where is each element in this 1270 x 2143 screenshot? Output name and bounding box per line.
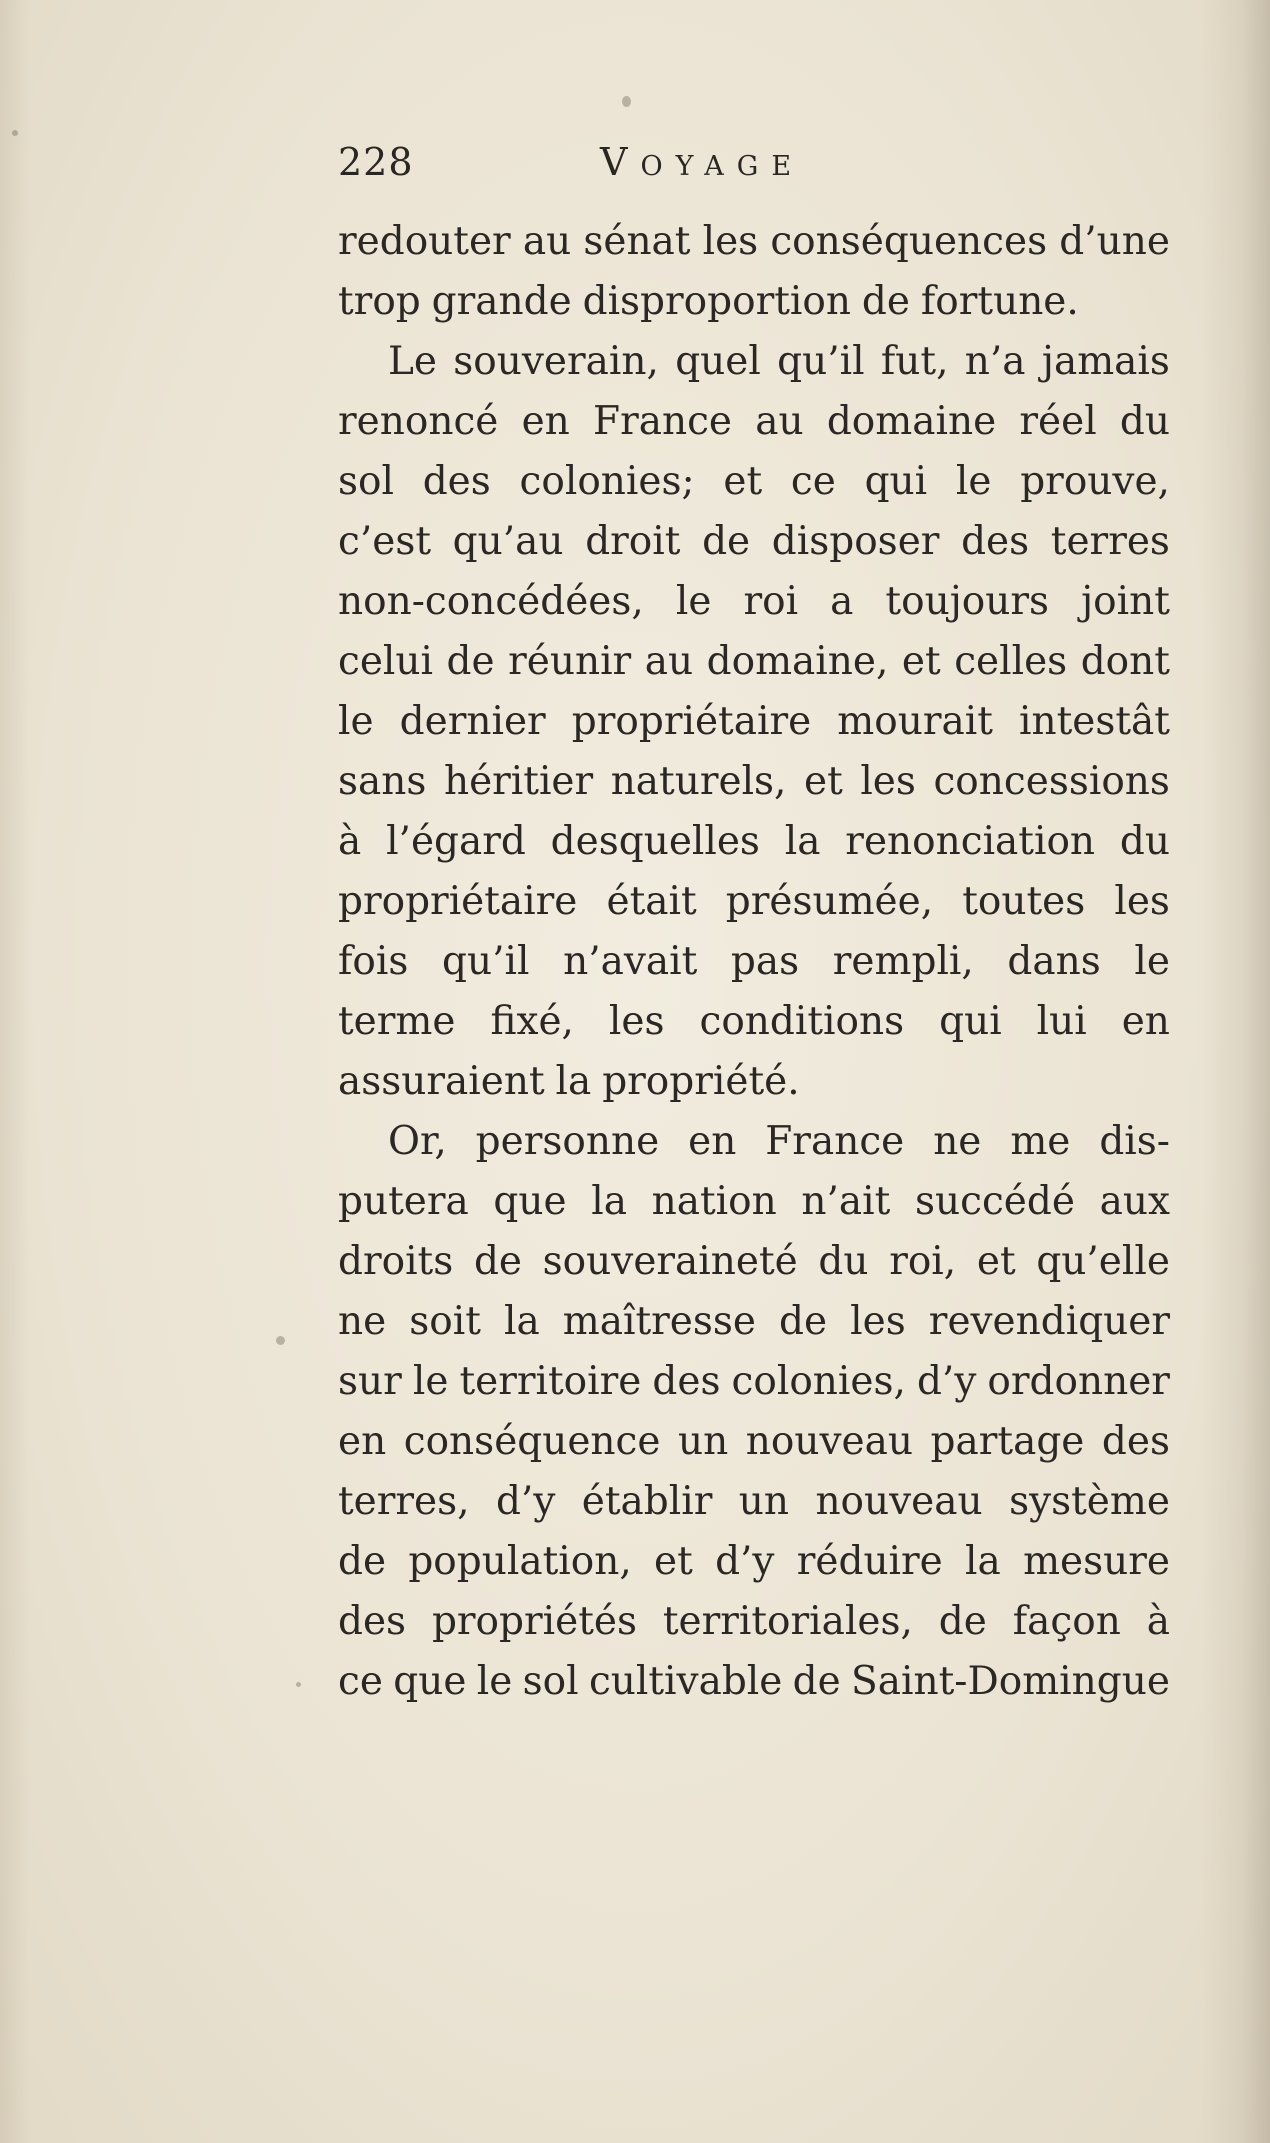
word: que — [493, 1179, 567, 1224]
text-line — [338, 1292, 1170, 1352]
word: droits — [338, 1239, 454, 1284]
word: au — [755, 399, 804, 444]
word: qu’au — [452, 519, 564, 564]
text-line — [338, 572, 1170, 632]
word: celui — [338, 639, 433, 684]
word: celles — [954, 639, 1068, 684]
word: en — [521, 399, 570, 444]
word: soit — [409, 1299, 481, 1344]
text-line — [338, 692, 1170, 752]
word: mesure — [1023, 1539, 1170, 1584]
word: d’y — [916, 1359, 977, 1404]
text-line — [338, 512, 1170, 572]
word: ordonner — [987, 1359, 1170, 1404]
word: à — [338, 819, 362, 864]
page-header — [338, 140, 1168, 190]
word: disposer — [771, 519, 940, 564]
text-line — [338, 1472, 1170, 1532]
word: qu’il — [777, 339, 865, 384]
word: sans — [338, 759, 427, 804]
word: un — [678, 1419, 729, 1464]
word: fut, — [880, 339, 949, 384]
word: des — [422, 459, 491, 504]
word: et — [723, 459, 763, 504]
word: le — [338, 699, 374, 744]
word: maîtresse — [562, 1299, 756, 1344]
word: et — [804, 759, 843, 804]
word: mourait — [837, 699, 993, 744]
word: ne — [338, 1299, 387, 1344]
word: disproportion — [582, 279, 851, 324]
word: nation — [651, 1179, 777, 1224]
word: grande — [431, 279, 572, 324]
word: les — [860, 759, 916, 804]
word: concessions — [933, 759, 1170, 804]
word: Le — [388, 339, 437, 384]
word: de — [338, 1539, 387, 1584]
word: sol — [522, 1659, 579, 1704]
word: sénat — [583, 219, 691, 264]
word: de — [702, 519, 751, 564]
word: façon — [1012, 1599, 1121, 1644]
word: pas — [730, 939, 800, 984]
word: dis- — [1099, 1119, 1170, 1164]
word: n’ait — [801, 1179, 891, 1224]
word: un — [738, 1479, 790, 1524]
word: réunir — [508, 639, 632, 684]
word: domaine, — [706, 639, 889, 684]
word: de — [861, 279, 910, 324]
paper-speck — [622, 96, 631, 107]
text-line — [338, 932, 1170, 992]
word: en — [1121, 999, 1170, 1044]
word: aux — [1099, 1179, 1170, 1224]
word: joint — [1081, 579, 1170, 624]
word: héritier — [443, 759, 594, 804]
word: intestât — [1019, 699, 1170, 744]
text-line — [338, 1352, 1170, 1412]
paper-speck — [276, 1336, 285, 1345]
word: quel — [675, 339, 761, 384]
text-line — [338, 1592, 1170, 1652]
word: la — [503, 1299, 540, 1344]
word: me — [1010, 1119, 1071, 1164]
word: renoncé — [338, 399, 499, 444]
word: desquelles — [550, 819, 760, 864]
text-line — [338, 1052, 1170, 1112]
word: toujours — [885, 579, 1050, 624]
word: fortune. — [920, 279, 1079, 324]
word: redouter — [338, 219, 511, 264]
word: renonciation — [845, 819, 1096, 864]
word: réduire — [796, 1539, 943, 1584]
word: roi — [743, 579, 799, 624]
paper-speck — [12, 130, 18, 136]
text-line — [338, 812, 1170, 872]
word: cultivable — [588, 1659, 783, 1704]
word: nouveau — [815, 1479, 983, 1524]
word: territoriales, — [662, 1599, 913, 1644]
text-line — [338, 752, 1170, 812]
word: d’une — [1059, 219, 1170, 264]
word: système — [1009, 1479, 1170, 1524]
word: et — [976, 1239, 1016, 1284]
text-line — [338, 1412, 1170, 1472]
word: colonies; — [519, 459, 695, 504]
text-line — [338, 872, 1170, 932]
word: ne — [933, 1119, 982, 1164]
word: fois — [338, 939, 409, 984]
word: le — [412, 1359, 449, 1404]
word: du — [818, 1239, 869, 1284]
text-line — [338, 1172, 1170, 1232]
word: du — [1119, 819, 1170, 864]
word: présumée, — [725, 879, 934, 924]
word: revendiquer — [928, 1299, 1170, 1344]
word: France — [765, 1119, 905, 1164]
word: à — [1146, 1599, 1170, 1644]
word: non-concédées, — [338, 579, 644, 624]
word: dernier — [399, 699, 546, 744]
word: roi, — [889, 1239, 957, 1284]
word: était — [606, 879, 697, 924]
word: au — [644, 639, 694, 684]
text-line — [338, 1232, 1170, 1292]
word: de — [938, 1599, 987, 1644]
word: de — [792, 1659, 841, 1704]
word: les — [608, 999, 665, 1044]
word: de — [446, 639, 495, 684]
word: dans — [1007, 939, 1101, 984]
word: la — [555, 1059, 592, 1104]
word: en — [688, 1119, 737, 1164]
word: France — [593, 399, 733, 444]
word: nouveau — [745, 1419, 913, 1464]
word: propriétés — [431, 1599, 637, 1644]
word: terres — [1050, 519, 1170, 564]
word: droit — [585, 519, 681, 564]
word: partage — [930, 1419, 1085, 1464]
word: conséquences — [770, 219, 1048, 264]
word: jamais — [1041, 339, 1170, 384]
word: de — [779, 1299, 828, 1344]
word: la — [591, 1179, 627, 1224]
word: sur — [338, 1359, 402, 1404]
word: conditions — [699, 999, 905, 1044]
body-text — [338, 212, 1170, 1712]
word: putera — [338, 1179, 469, 1224]
word: qui — [939, 999, 1002, 1044]
word: des — [338, 1599, 407, 1644]
word: d’y — [495, 1479, 556, 1524]
word: Saint-Domingue — [851, 1659, 1170, 1704]
word: le — [476, 1659, 513, 1704]
word: fixé, — [490, 999, 574, 1044]
word: n’a — [964, 339, 1026, 384]
word: toutes — [962, 879, 1086, 924]
word: Or, — [388, 1119, 447, 1164]
word: du — [1119, 399, 1170, 444]
text-line — [338, 632, 1170, 692]
text-line — [338, 1532, 1170, 1592]
word: naturels, — [610, 759, 787, 804]
word: qu’il — [442, 939, 530, 984]
word: c’est — [338, 519, 432, 564]
word: la — [784, 819, 821, 864]
word: trop — [338, 279, 421, 324]
word: a — [830, 579, 854, 624]
word: les — [1114, 879, 1170, 924]
word: assuraient — [338, 1059, 545, 1104]
word: en — [338, 1419, 387, 1464]
word: ce — [790, 459, 836, 504]
word: prouve, — [1020, 459, 1170, 504]
word: au — [522, 219, 572, 264]
word: des — [1101, 1419, 1170, 1464]
word: les — [850, 1299, 906, 1344]
word: que — [393, 1659, 467, 1704]
page-left-edge — [0, 0, 30, 2143]
word: des — [652, 1359, 721, 1404]
word: lui — [1036, 999, 1087, 1044]
word: le — [675, 579, 712, 624]
word: le — [955, 459, 992, 504]
word: territoire — [459, 1359, 642, 1404]
page-gutter-shadow — [1200, 0, 1270, 2143]
word: n’avait — [563, 939, 698, 984]
text-line — [338, 1652, 1170, 1712]
word: des — [961, 519, 1030, 564]
word: d’y — [715, 1539, 775, 1584]
word: sol — [338, 459, 394, 504]
text-line — [338, 992, 1170, 1052]
paper-speck — [296, 1682, 301, 1687]
word: souverain, — [453, 339, 659, 384]
word: terres, — [338, 1479, 470, 1524]
page-number: 228 — [338, 140, 414, 184]
word: propriété. — [602, 1059, 800, 1104]
word: souveraineté — [542, 1239, 798, 1284]
word: les — [702, 219, 759, 264]
word: la — [965, 1539, 1001, 1584]
word: établir — [581, 1479, 713, 1524]
text-line — [338, 332, 1170, 392]
word: colonies, — [731, 1359, 906, 1404]
running-head: Voyage — [600, 140, 805, 184]
word: conséquence — [403, 1419, 661, 1464]
text-line — [338, 452, 1170, 512]
word: qu’elle — [1036, 1239, 1170, 1284]
word: dont — [1080, 639, 1170, 684]
word: terme — [338, 999, 456, 1044]
word: population, — [408, 1539, 632, 1584]
text-line — [338, 392, 1170, 452]
word: de — [473, 1239, 522, 1284]
text-line — [338, 212, 1170, 272]
word: ce — [338, 1659, 383, 1704]
word: et — [654, 1539, 693, 1584]
word: domaine — [826, 399, 997, 444]
word: et — [901, 639, 941, 684]
word: personne — [475, 1119, 660, 1164]
word: propriétaire — [571, 699, 812, 744]
word: propriétaire — [338, 879, 578, 924]
word: l’égard — [386, 819, 526, 864]
word: rempli, — [832, 939, 974, 984]
text-line — [338, 1112, 1170, 1172]
word: qui — [864, 459, 928, 504]
word: le — [1134, 939, 1170, 984]
text-line — [338, 272, 1170, 332]
word: réel — [1019, 399, 1097, 444]
word: succédé — [914, 1179, 1075, 1224]
